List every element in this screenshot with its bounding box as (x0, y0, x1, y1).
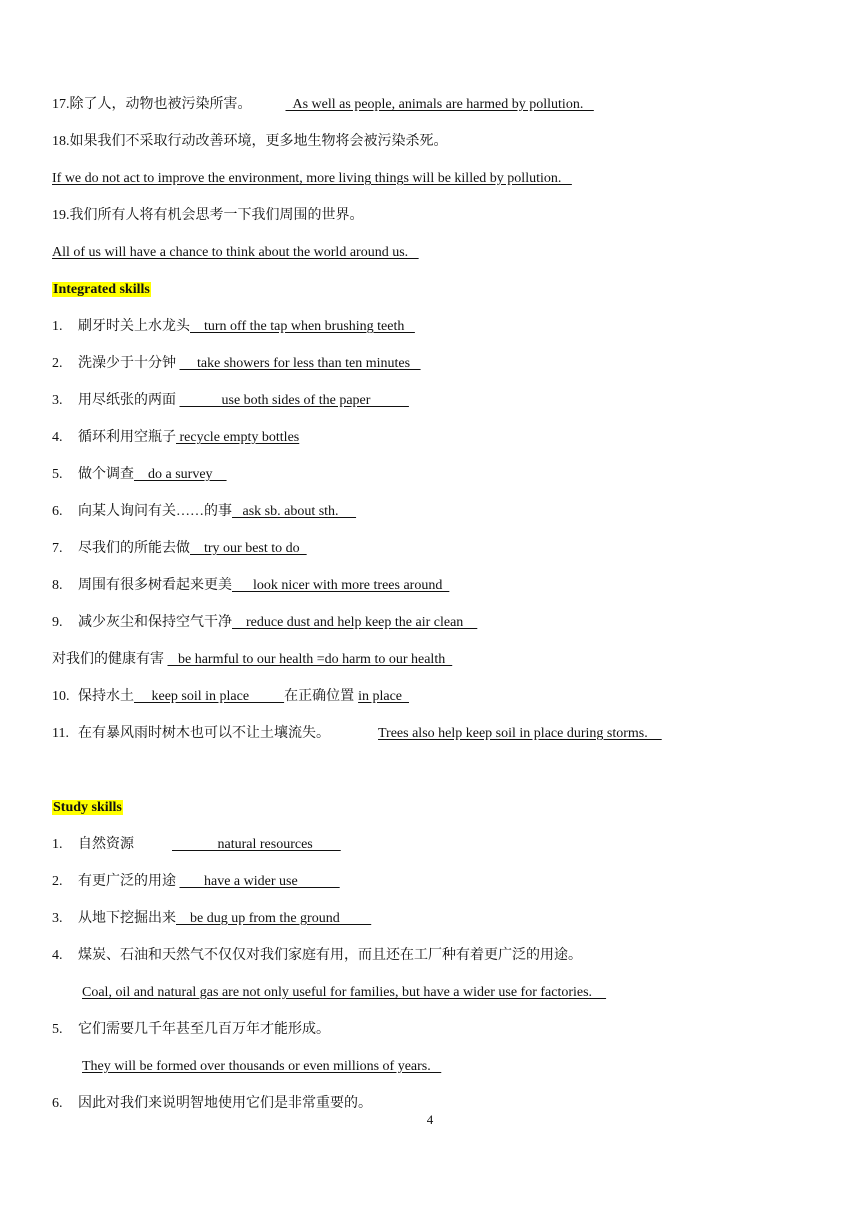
sentence-item-17 (52, 94, 594, 116)
list-item (52, 945, 582, 967)
list-item (52, 538, 307, 560)
item-number: 11. (52, 726, 69, 741)
chinese-text: 在有暴风雨时树木也可以不让土壤流失。 (78, 726, 330, 741)
chinese-text: 有更广泛的用途 (78, 874, 180, 889)
chinese-text: 煤炭、石油和天然气不仅仅对我们家庭有用，而且还在工厂种有着更广泛的用途。 (78, 948, 582, 963)
item-number: 3. (52, 393, 63, 408)
chinese-text: 对我们的健康有害 (52, 652, 168, 667)
list-item (52, 612, 477, 634)
list-item-extra (52, 649, 452, 671)
english-answer: look nicer with more trees around (232, 578, 450, 593)
list-item (52, 723, 662, 745)
list-item (52, 464, 227, 486)
item-number: 1. (52, 319, 63, 334)
page-number: 4 (426, 1112, 434, 1127)
chinese-text: 循环利用空瓶子 (78, 430, 176, 445)
english-answer: ask sb. about sth. (232, 504, 357, 519)
english-answer: turn off the tap when brushing teeth (190, 319, 415, 334)
chinese-text: 向某人询问有关……的事 (78, 504, 232, 519)
chinese-text: 尽我们的所能去做 (78, 541, 190, 556)
list-item (52, 353, 421, 375)
english-answer: They will be formed over thousands or even millions of years. (82, 1059, 442, 1074)
english-answer: do a survey (134, 467, 227, 482)
item-number: 9. (52, 615, 63, 630)
list-item-answer (82, 982, 606, 1004)
chinese-text: 18.如果我们不采取行动改善环境，更多地生物将会被污染杀死。 (52, 134, 448, 149)
list-item (52, 316, 415, 338)
section-heading-study (52, 797, 123, 819)
english-answer: take showers for less than ten minutes (179, 356, 421, 371)
english-answer: use both sides of the paper (179, 393, 409, 408)
english-answer: try our best to do (190, 541, 307, 556)
item-number: 4. (52, 948, 63, 963)
english-answer: keep soil in place (134, 689, 285, 704)
item-number: 6. (52, 504, 63, 519)
chinese-text: 19.我们所有人将有机会思考一下我们周围的世界。 (52, 208, 364, 223)
item-number: 3. (52, 911, 63, 926)
english-answer: All of us will have a chance to think about the world around us. (52, 245, 419, 260)
heading-text: Study skills (53, 800, 122, 815)
item-number: 8. (52, 578, 63, 593)
chinese-text: 因此对我们来说明智地使用它们是非常重要的。 (78, 1096, 372, 1111)
chinese-text: 做个调查 (78, 467, 134, 482)
list-item (52, 871, 340, 893)
chinese-text: 刷牙时关上水龙头 (78, 319, 190, 334)
list-item-answer (82, 1056, 441, 1078)
chinese-text: 保持水土 (78, 689, 134, 704)
sentence-item-18 (52, 131, 448, 153)
chinese-text: 减少灰尘和保持空气干净 (78, 615, 232, 630)
item-number: 5. (52, 1022, 63, 1037)
sentence-item-18-answer (52, 168, 572, 190)
english-answer: recycle empty bottles (176, 430, 300, 445)
chinese-text: 自然资源 (78, 837, 134, 852)
chinese-text: 它们需要几千年甚至几百万年才能形成。 (78, 1022, 330, 1037)
list-item (52, 427, 299, 449)
list-item (52, 1019, 330, 1041)
english-answer-2: in place (358, 689, 409, 704)
english-answer: be dug up from the ground (176, 911, 372, 926)
item-number: 5. (52, 467, 63, 482)
english-answer: natural resources (172, 837, 341, 852)
item-number: 10. (52, 689, 70, 704)
english-answer: Coal, oil and natural gas are not only useful for families, but have a wider use for factories. (82, 985, 607, 1000)
chinese-text: 从地下挖掘出来 (78, 911, 176, 926)
list-item (52, 390, 409, 412)
chinese-text: 周围有很多树看起来更美 (78, 578, 232, 593)
item-number: 2. (52, 356, 63, 371)
english-answer: have a wider use (179, 874, 340, 889)
list-item (52, 834, 341, 856)
item-number: 7. (52, 541, 63, 556)
heading-text: Integrated skills (53, 282, 150, 297)
chinese-text: 用尽纸张的两面 (78, 393, 180, 408)
item-number: 2. (52, 874, 63, 889)
section-heading-integrated (52, 279, 151, 301)
chinese-text: 17.除了人，动物也被污染所害。 (52, 97, 252, 112)
sentence-item-19-answer (52, 242, 419, 264)
sentence-item-19 (52, 205, 364, 227)
list-item (52, 686, 409, 708)
english-answer: Trees also help keep soil in place during storms. (378, 726, 662, 741)
item-number: 4. (52, 430, 63, 445)
english-answer: be harmful to our health =do harm to our health (167, 652, 453, 667)
list-item (52, 908, 371, 930)
chinese-text: 洗澡少于十分钟 (78, 356, 180, 371)
item-number: 1. (52, 837, 63, 852)
list-item (52, 575, 449, 597)
chinese-text-2: 在正确位置 (284, 689, 355, 704)
english-answer: reduce dust and help keep the air clean (232, 615, 478, 630)
english-answer: As well as people, animals are harmed by pollution. (285, 97, 594, 112)
list-item (52, 501, 356, 523)
english-answer: If we do not act to improve the environment, more living things will be killed by pollution. (52, 171, 572, 186)
item-number: 6. (52, 1096, 63, 1111)
